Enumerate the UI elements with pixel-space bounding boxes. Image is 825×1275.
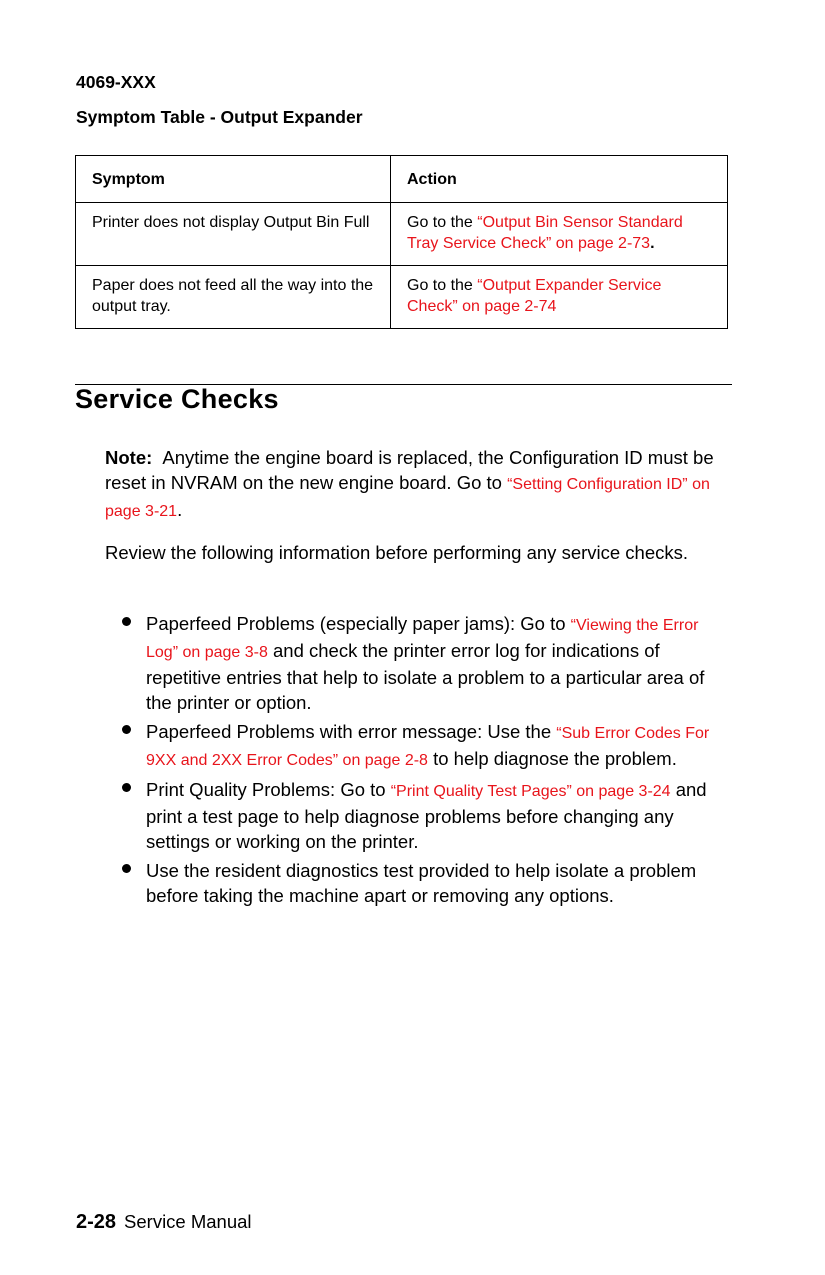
bullet-icon <box>122 725 131 734</box>
symptom-cell: Paper does not feed all the way into the output tray. <box>76 266 391 329</box>
item-text: Print Quality Problems: Go to <box>146 779 391 800</box>
viewing-error-log-link[interactable]: “Viewing the Error Log” on page 3-8 <box>146 617 699 661</box>
bullet-icon <box>122 864 131 873</box>
item-text: Paperfeed Problems (especially paper jams): Go to <box>146 613 571 634</box>
list-item <box>105 777 730 854</box>
sub-error-codes-link[interactable]: “Sub Error Codes For 9XX and 2XX Error Codes” on page 2-8 <box>146 725 710 769</box>
action-text: Go to the <box>407 214 478 231</box>
bullet-icon <box>122 783 131 792</box>
table-header-row <box>76 156 728 203</box>
column-header-action: Action <box>391 156 728 203</box>
section-heading: Service Checks <box>75 384 279 414</box>
note-label: Note: <box>105 447 153 468</box>
service-check-list <box>105 611 730 912</box>
symptom-table <box>75 155 728 329</box>
item-text: Use the resident diagnostics test provided to help isolate a problem before taking the machine apart or removing any options. <box>146 860 697 906</box>
manual-title: Service Manual <box>124 1211 252 1232</box>
bullet-icon <box>122 617 131 626</box>
list-item <box>105 858 730 908</box>
item-text-after: and check the printer error log for indications of repetitive entries that help to isolate a problem to a particular area of the printer or option. <box>146 640 705 713</box>
action-suffix: . <box>650 235 655 252</box>
page-number: 2-28 <box>76 1211 117 1233</box>
setting-configuration-id-link[interactable]: “Setting Configuration ID” on page 3-21 <box>105 476 710 520</box>
item-text-after: and print a test page to help diagnose problems before changing any settings or working on the printer. <box>146 779 707 852</box>
output-expander-check-link[interactable]: “Output Expander Service Check” on page 2-74 <box>407 277 662 315</box>
note-text: Anytime the engine board is replaced, the Configuration ID must be reset in NVRAM on the new engine board. Go to <box>105 447 714 493</box>
intro-paragraph: Review the following information before performing any service checks. <box>105 542 689 563</box>
action-cell <box>391 203 728 266</box>
symptom-cell: Printer does not display Output Bin Full <box>76 203 391 266</box>
note-suffix: . <box>177 499 183 520</box>
column-header-symptom: Symptom <box>76 156 391 203</box>
print-quality-test-pages-link[interactable]: “Print Quality Test Pages” on page 3-24 <box>390 783 671 800</box>
item-text-after: to help diagnose the problem. <box>427 748 677 769</box>
list-item <box>105 719 730 773</box>
table-row <box>76 266 728 329</box>
symptom-table-title: Symptom Table - Output Expander <box>76 107 363 127</box>
output-bin-sensor-check-link[interactable]: “Output Bin Sensor Standard Tray Service Check” on page 2-73 <box>407 214 683 252</box>
table-row <box>76 203 728 266</box>
action-text: Go to the <box>407 277 478 294</box>
note-paragraph <box>105 445 725 524</box>
page-footer <box>76 1211 252 1234</box>
item-text: Paperfeed Problems with error message: Use the <box>146 721 557 742</box>
document-model-number: 4069-XXX <box>76 72 156 92</box>
list-item <box>105 611 730 715</box>
action-cell <box>391 266 728 329</box>
